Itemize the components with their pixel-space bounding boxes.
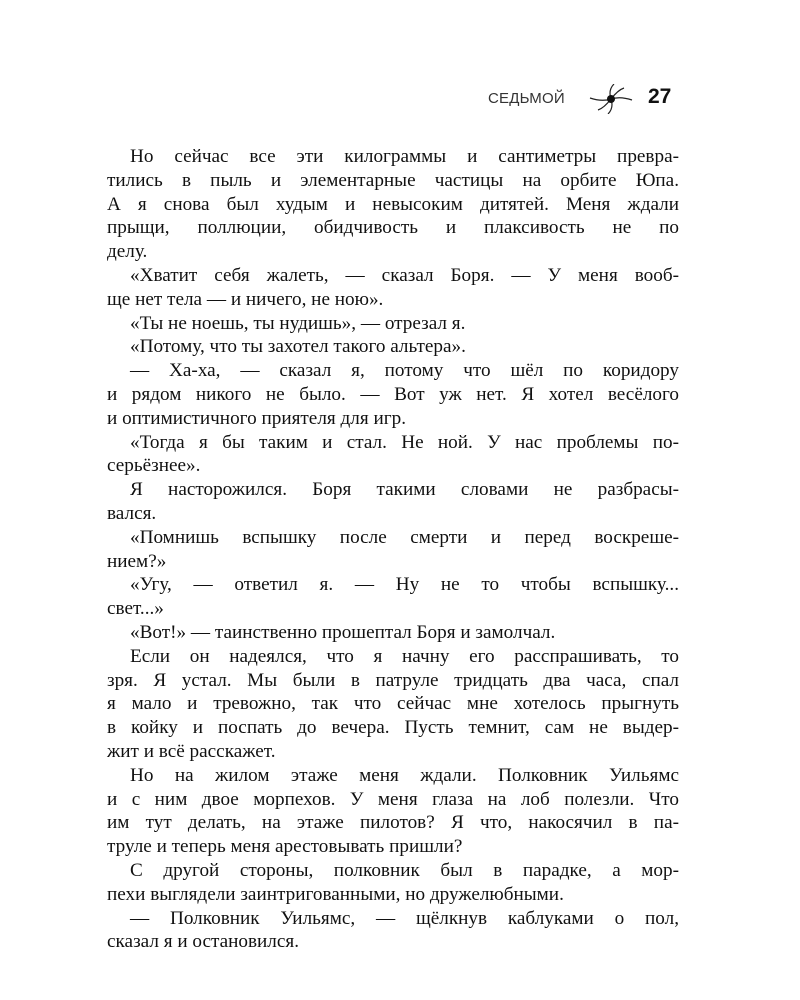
text-line: зря. Я устал. Мы были в патруле тридцать два часа, спал [107, 669, 679, 691]
text-line: — Полковник Уильямс, — щёлкнув каблуками о пол, [130, 907, 679, 929]
text-line: ще нет тела — и ничего, не ною». [107, 288, 384, 310]
text-line: Я насторожился. Боря такими словами не разбрасы- [130, 479, 679, 501]
text-line: тились в пыль и элементарные частицы на орбите Юпа. [107, 169, 679, 191]
text-line: Но сейчас все эти килограммы и сантиметры превра- [130, 146, 679, 167]
text-line: «Потому, что ты захотел такого альтера». [130, 336, 466, 358]
text-line: пехи выглядели заинтригованными, но дружелюбными. [107, 883, 564, 905]
text-line: «Ты не ноешь, ты нудишь», — отрезал я. [130, 312, 466, 334]
text-line: свет...» [107, 598, 164, 620]
text-line: жит и всё расскажет. [107, 740, 276, 762]
text-line: серьёзнее». [107, 455, 201, 477]
text-line: С другой стороны, полковник был в парадке, а мор- [130, 859, 679, 881]
text-line: «Тогда я бы таким и стал. Не ной. У нас проблемы по- [130, 431, 679, 453]
text-line: Но на жилом этаже меня ждали. Полковник Уильямс [130, 764, 679, 786]
text-line: им тут делать, на этаже пилотов? Я что, накосячил в па- [107, 812, 679, 834]
text-line: в койку и поспать до вечера. Пусть темнит, сам не выдер- [107, 717, 679, 739]
text-line: «Хватит себя жалеть, — сказал Боря. — У меня вооб- [130, 264, 679, 286]
spiral-star-icon [588, 84, 634, 114]
text-line: делу. [107, 241, 148, 263]
body-text [107, 145, 679, 954]
text-line: и оптимистичного приятеля для игр. [107, 407, 406, 429]
text-line: сказал я и остановился. [107, 931, 300, 953]
text-line: А я снова был худым и невысоким дитятей. Меня ждали [107, 193, 679, 215]
text-line: и рядом никого не было. — Вот уж нет. Я хотел весёлого [107, 383, 679, 405]
text-line: труле и теперь меня арестовывать пришли? [107, 836, 463, 858]
page-header [470, 84, 680, 114]
text-line: нием?» [107, 550, 167, 572]
text-line: «Помнишь вспышку после смерти и перед воскреше- [130, 526, 679, 548]
text-line: — Ха-ха, — сказал я, потому что шёл по коридору [130, 360, 679, 382]
text-line: я мало и тревожно, так что сейчас мне хотелось прыгнуть [107, 693, 679, 715]
page-number: 27 [648, 85, 672, 108]
text-line: прыщи, поллюции, обидчивость и плаксивость не по [107, 217, 679, 239]
text-line: «Вот!» — таинственно прошептал Боря и замолчал. [130, 621, 556, 643]
text-line: вался. [107, 502, 157, 524]
text-line: Если он надеялся, что я начну его расспрашивать, то [130, 645, 679, 667]
running-title: СЕДЬМОЙ [488, 90, 565, 107]
text-line: «Угу, — ответил я. — Ну не то чтобы вспышку... [130, 574, 679, 596]
text-line: и с ним двое морпехов. У меня глаза на лоб полезли. Что [107, 788, 679, 810]
